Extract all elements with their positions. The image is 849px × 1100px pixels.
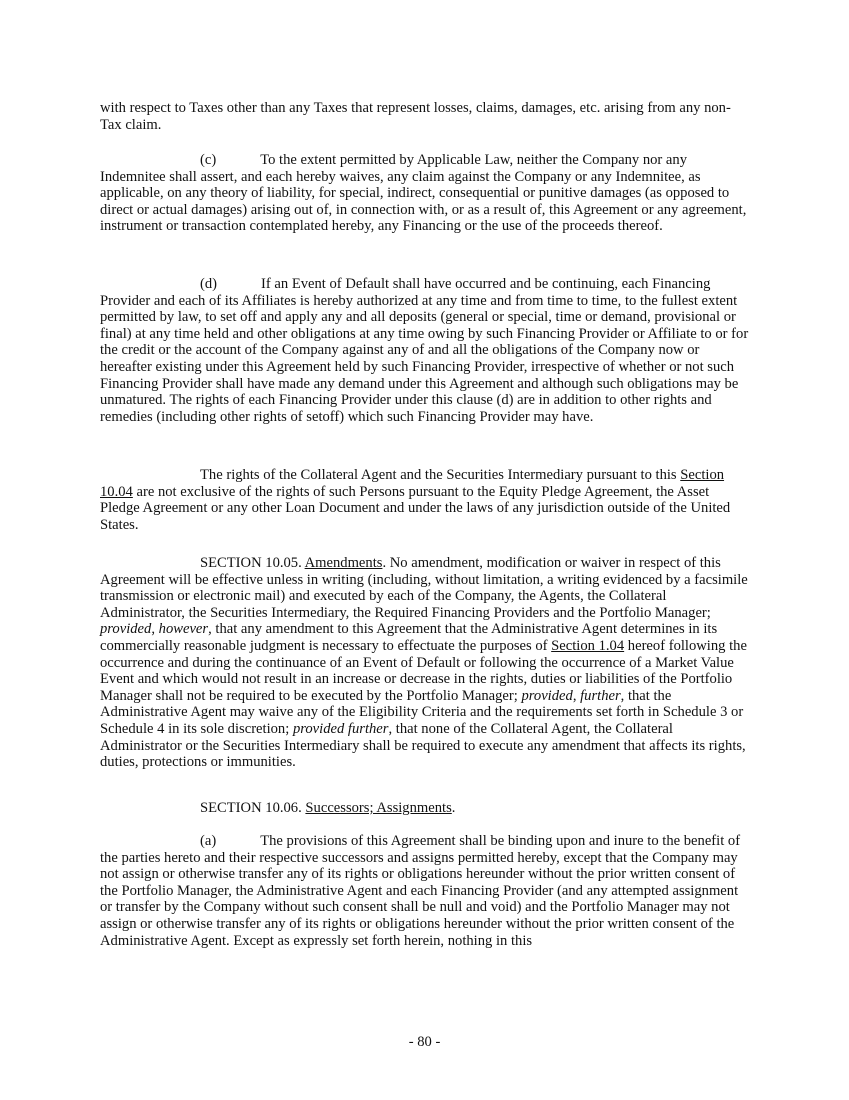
paragraph-a: [100, 833, 752, 949]
paragraph-text: If an Event of Default shall have occurred and be continuing, each Financing Provider and each of its Affiliates is hereby authorized at any time and from time to time, to the fullest extent permitted by law, to set off and apply any and all deposits (general or special, time or demand, provisional or final) at any time held and other obligations at any time owing by such Financing Provider or Affiliate to or for the credit or the account of the Company against any of and all the obligations of the Company now or hereafter existing under this Agreement held by such Financing Provider, irrespective of whether or not such Financing Provider shall have made any demand under this Agreement and although such obligations may be unmatured. The rights of each Financing Provider under this clause (d) are in addition to other rights and remedies (including other rights of setoff) which such Financing Provider may have.: [100, 276, 749, 425]
paragraph-text: To the extent permitted by Applicable Law, neither the Company nor any Indemnitee shall assert, and each hereby waives, any claim against the Company or any Indemnitee, as applicable, on any theory of liability, for special, indirect, consequential or punitive damages (as opposed to direct or actual damages) arising out of, in connection with, or as a result of, this Agreement or any agreement, instrument or transaction contemplated hereby, any Financing or the use of the proceeds thereof.: [100, 152, 747, 235]
paragraph-text: , that none of the Collateral Agent, the Collateral Administrator or the Securities Intermediary shall be required to execute any amendment that affects its rights, duties, protections or immunities.: [100, 720, 746, 771]
proviso-text: provided: [100, 621, 152, 638]
clause-label: (c): [200, 152, 217, 168]
paragraph-text: hereof following the occurrence and during the continuance of an Event of Default or following the occurrence of a Market Value Event and which would not result in an increase or decrease in the rights, duties or liabilities of the Portfolio Manager shall not be required to be executed by the Portfolio Manager;: [100, 637, 747, 704]
section-reference: Section 1.04: [551, 637, 625, 654]
paragraph-text: , that the Administrative Agent may waive any of the Eligibility Criteria and the requirements set forth in Schedule 3 or Schedule 4 in its sole discretion;: [100, 687, 744, 737]
proviso-text: provided: [521, 687, 573, 704]
punctuation: ,: [151, 621, 159, 638]
section-heading: Successors; Assignments: [305, 800, 452, 816]
paragraph-c: [100, 152, 752, 235]
section-heading: Amendments: [304, 555, 383, 571]
punctuation: .: [451, 800, 456, 816]
paragraph-rights: [100, 467, 752, 533]
punctuation: ,: [572, 687, 581, 704]
proviso-text: however: [158, 621, 209, 638]
paragraph-text: The provisions of this Agreement shall be binding upon and inure to the benefit of the parties hereto and their respective successors and assigns permitted hereby, except that the Company may not assign or otherwise transfer any of its rights or obligations hereunder without the prior written consent of the Portfolio Manager, the Administrative Agent and each Financing Provider (and any attempted assignment or transfer by the Company without such consent shall be null and void) and the Portfolio Manager may not assign or otherwise transfer any of its rights or obligations hereunder without the prior written consent of the Administrative Agent. Except as expressly set forth herein, nothing in this: [100, 833, 741, 949]
proviso-text: further: [580, 687, 621, 704]
paragraph-text: . No amendment, modification or waiver in respect of this Agreement will be effective unless in writing (including, without limitation, a writing evidenced by a facsimile transmission or electronic mail) and executed by each of the Company, the Agents, the Collateral Administrator, the Securities Intermediary, the Required Financing Providers and the Portfolio Manager;: [100, 555, 748, 621]
clause-label: (a): [200, 833, 217, 849]
clause-label: (d): [200, 276, 218, 292]
proviso-text: provided further: [292, 720, 389, 737]
section-reference: Section 10.04: [100, 467, 725, 500]
section-10-06-heading: [100, 800, 752, 817]
paragraph-text: , that any amendment to this Agreement that the Administrative Agent determines in its commercially reasonable judgment is necessary to effectuate the purposes of: [100, 621, 718, 654]
paragraph-d: [100, 276, 752, 425]
page-number: - 80 -: [408, 1034, 441, 1050]
paragraph-text: are not exclusive of the rights of such Persons pursuant to the Equity Pledge Agreement, the Asset Pledge Agreement or any other Loan Document and under the laws of any jurisdiction outside of the United States.: [100, 483, 731, 533]
paragraph-text: with respect to Taxes other than any Taxes that represent losses, claims, damages, etc. arising from any non-Tax claim.: [100, 100, 731, 133]
paragraph-tax-continuation: [100, 100, 752, 133]
section-number: SECTION 10.06.: [200, 800, 302, 816]
paragraph-text: The rights of the Collateral Agent and the Securities Intermediary pursuant to this: [200, 467, 681, 483]
section-number: SECTION 10.05.: [200, 555, 302, 571]
section-10-05: [100, 555, 752, 771]
